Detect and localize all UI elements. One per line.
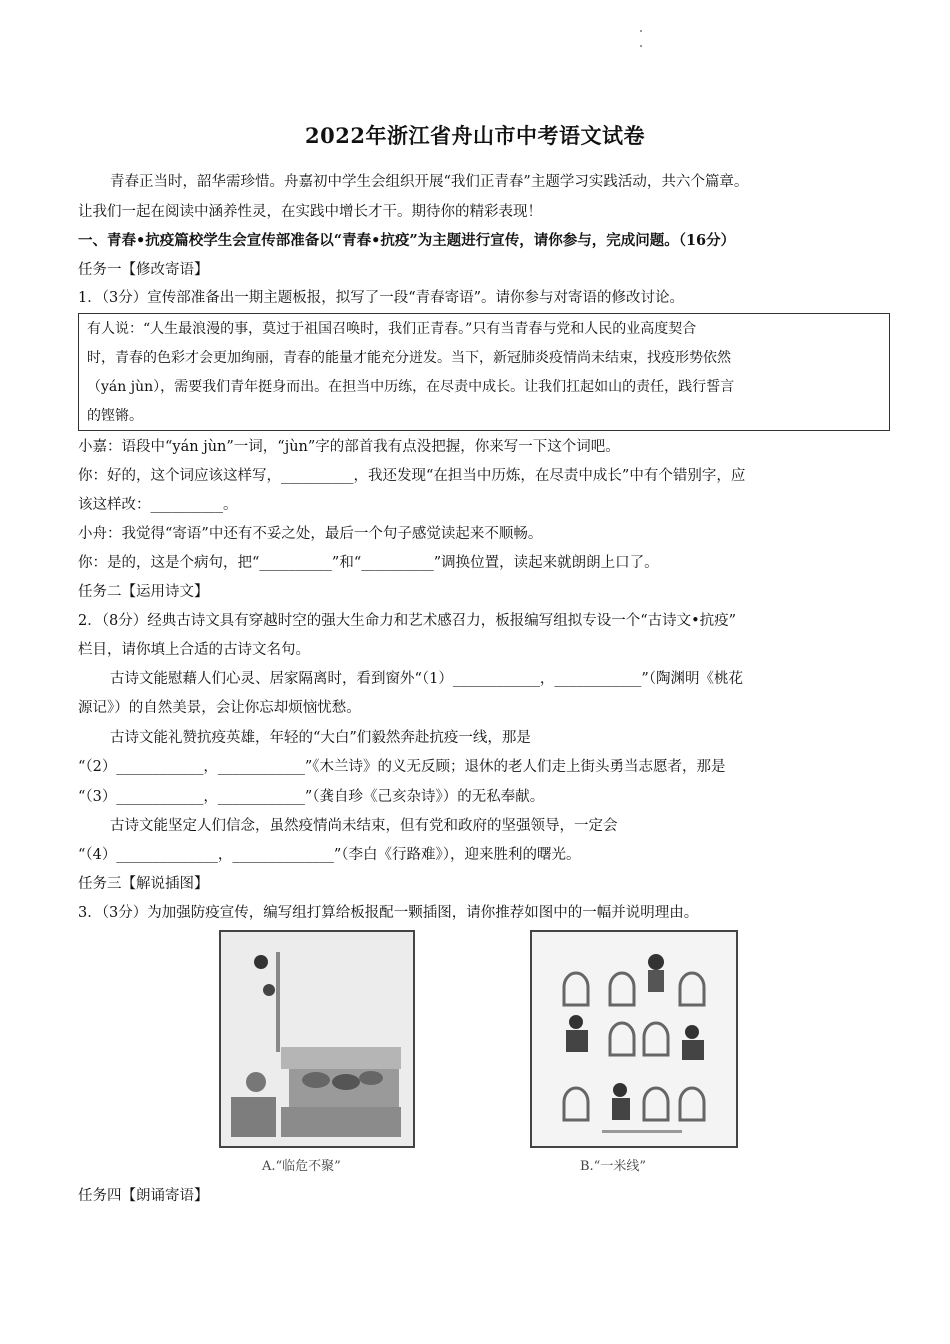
figure-a-caption: A.“临危不聚” bbox=[262, 1159, 341, 1174]
task4-heading: 任务四【朗诵寄语】 bbox=[78, 1188, 209, 1204]
question-2-line: 栏目，请你填上合适的古诗文名句。 bbox=[78, 642, 310, 658]
figure-b-caption: B.“一米线” bbox=[580, 1159, 646, 1174]
scan-dot bbox=[640, 30, 642, 32]
box-line: （yán jùn），需要我们青年挺身而出。在担当中历练，在尽责中成长。让我们扛起如山的责任，践行誓言 bbox=[87, 379, 735, 395]
task2-heading: 任务二【运用诗文】 bbox=[78, 584, 209, 600]
task1-heading: 任务一【修改寄语】 bbox=[78, 262, 209, 278]
poem-line: 古诗文能慰藉人们心灵、居家隔离时，看到窗外“（1）____________，____________”（陶渊明《桃花 bbox=[110, 671, 744, 687]
poem-line: 古诗文能礼赞抗疫英雄，年轻的“大白”们毅然奔赴抗疫一线，那是 bbox=[110, 730, 531, 746]
box-line: 的铿锵。 bbox=[87, 408, 143, 424]
intro-line-2: 让我们一起在阅读中涵养性灵，在实践中增长才干。期待你的精彩表现！ bbox=[78, 204, 542, 220]
page-title: 2022年浙江省舟山市中考语文试卷 bbox=[305, 123, 645, 148]
dialog-line: 小舟：我觉得“寄语”中还有不妥之处，最后一个句子感觉读起来不顺畅。 bbox=[78, 526, 543, 542]
figure-a-illustration bbox=[219, 930, 415, 1148]
box-line: 有人说：“人生最浪漫的事，莫过于祖国召唤时，我们正青春。”只有当青春与党和人民的业高度契合 bbox=[87, 321, 697, 337]
poem-line: 古诗文能坚定人们信念，虽然疫情尚未结束，但有党和政府的坚强领导，一定会 bbox=[110, 818, 618, 834]
dialog-line: 小嘉：语段中“yán jùn”一词，“jùn”字的部首我有点没把握，你来写一下这个词吧。 bbox=[78, 439, 620, 455]
question-1: 1．（3分）宣传部准备出一期主题板报，拟写了一段“青春寄语”。请你参与对寄语的修改讨论。 bbox=[78, 290, 685, 306]
dialog-line: 你：是的，这是个病句，把“__________”和“__________”调换位置，读起来就朗朗上口了。 bbox=[78, 555, 659, 571]
intro-line-1: 青春正当时，韶华需珍惜。舟嘉初中学生会组织开展“我们正青春”主题学习实践活动，共六个篇章。 bbox=[110, 174, 749, 190]
question-2-line: 2．（8分）经典古诗文具有穿越时空的强大生命力和艺术感召力，板报编写组拟专设一个“古诗文•抗疫” bbox=[78, 613, 737, 629]
scan-dot bbox=[640, 45, 642, 47]
question-3: 3．（3分）为加强防疫宣传，编写组打算给板报配一颗插图，请你推荐如图中的一幅并说明理由。 bbox=[78, 905, 699, 921]
task3-heading: 任务三【解说插图】 bbox=[78, 876, 209, 892]
poem-line: 源记》）的自然美景，会让你忘却烦恼忧愁。 bbox=[78, 700, 361, 716]
dialog-line: 该这样改：__________。 bbox=[78, 497, 238, 513]
poem-line: “（4）______________，______________”（李白《行路难》），迎来胜利的曙光。 bbox=[78, 847, 581, 863]
dialog-line: 你：好的，这个词应该这样写，__________，我还发现“在担当中历炼，在尽责中成长”中有个错别字，应 bbox=[78, 468, 746, 484]
figure-b-drawing bbox=[532, 932, 736, 1146]
box-line: 时，青春的色彩才会更加绚丽，青春的能量才能充分迸发。当下，新冠肺炎疫情尚未结束，找疫形势依然 bbox=[87, 350, 731, 366]
poem-line: “（3）____________，____________”（龚自珍《己亥杂诗》）的无私奉献。 bbox=[78, 789, 545, 805]
figure-a-drawing bbox=[221, 932, 413, 1146]
message-box bbox=[78, 313, 890, 431]
section-heading: 一、青春•抗疫篇校学生会宣传部准备以“青春•抗疫”为主题进行宣传，请你参与，完成问题。（16分） bbox=[78, 232, 736, 249]
poem-line: “（2）____________，____________”《木兰诗》的义无反顾；退休的老人们走上街头勇当志愿者，那是 bbox=[78, 759, 726, 775]
figure-b-illustration bbox=[530, 930, 738, 1148]
